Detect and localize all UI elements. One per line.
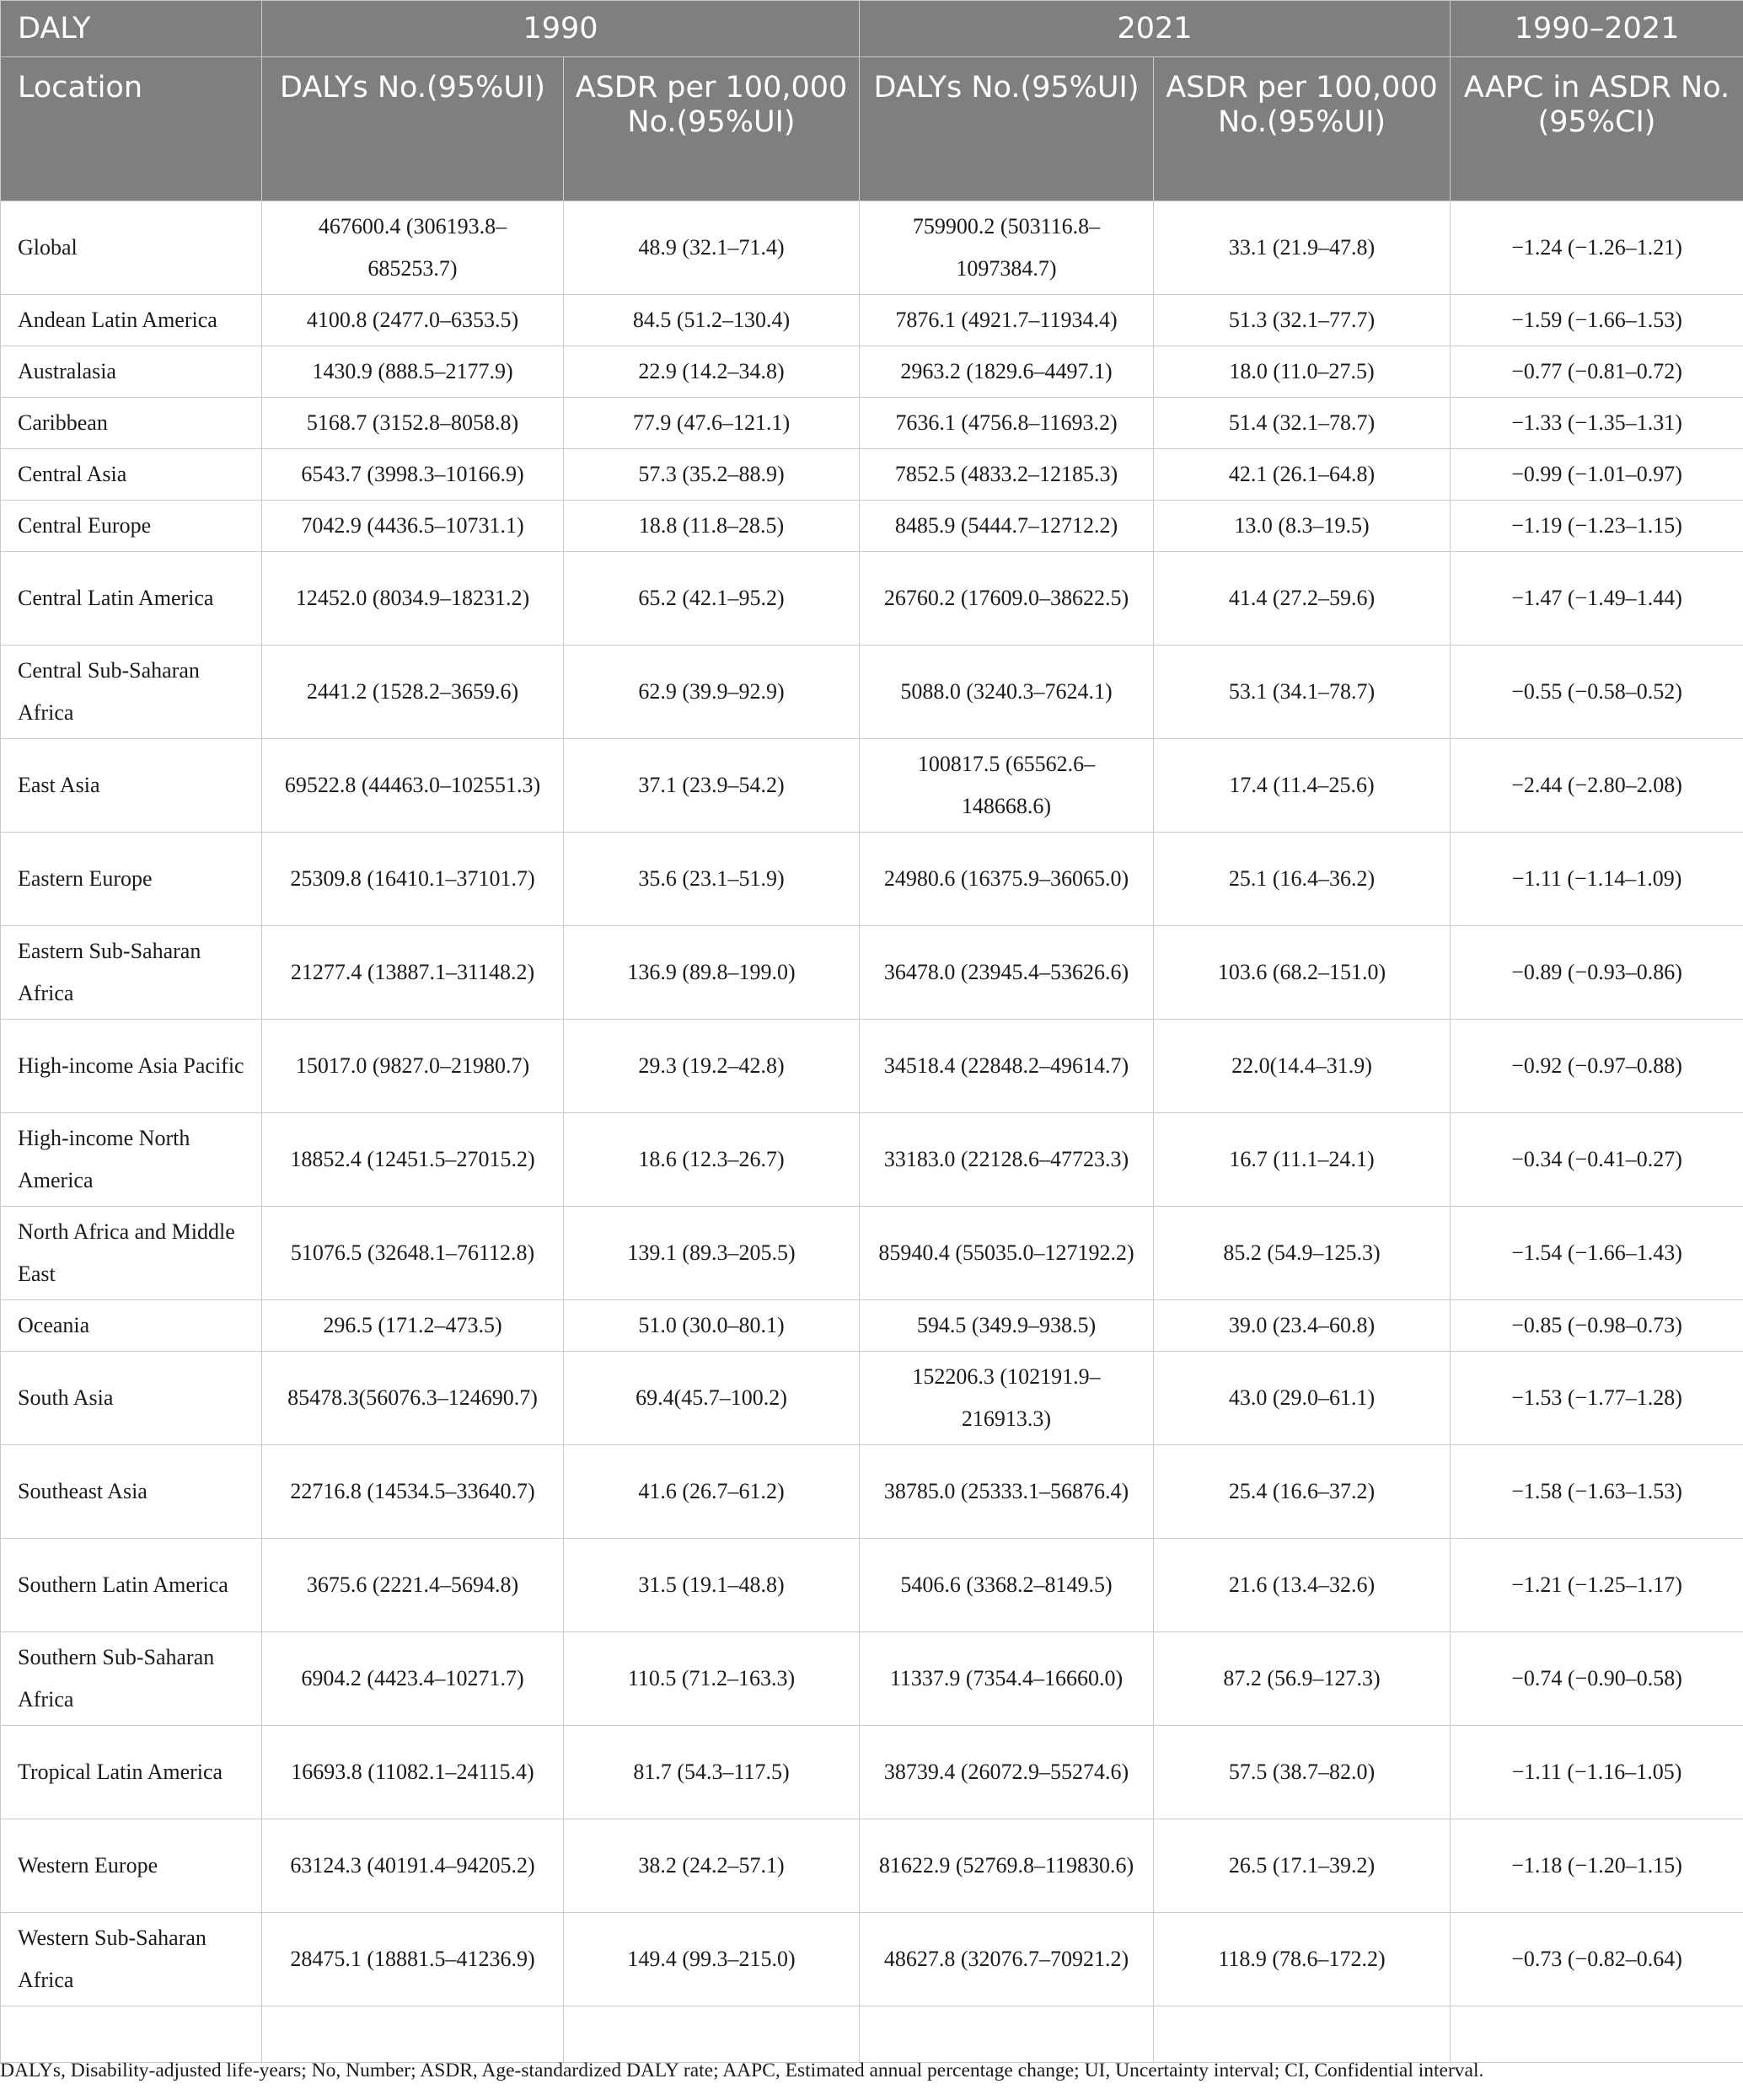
- table-row: [1, 1113, 1743, 1207]
- cell-dalys-2021: 100817.5 (65562.6–148668.6): [860, 739, 1154, 833]
- table-row: [1, 1445, 1743, 1539]
- cell-aapc: −1.58 (−1.63–1.53): [1451, 1445, 1743, 1539]
- cell-location: Eastern Europe: [1, 833, 262, 926]
- column-header-dalys-1990: DALYs No.(95%UI): [262, 57, 564, 201]
- cell-asdr-2021: 51.4 (32.1–78.7): [1154, 398, 1451, 449]
- cell-dalys-2021: 2963.2 (1829.6–4497.1): [860, 346, 1154, 398]
- empty-cell: [1154, 2006, 1451, 2063]
- table-row: [1, 346, 1743, 398]
- cell-aapc: −1.24 (−1.26–1.21): [1451, 201, 1743, 295]
- cell-asdr-2021: 16.7 (11.1–24.1): [1154, 1113, 1451, 1207]
- table-footnote: DALYs, Disability-adjusted life-years; No, Number; ASDR, Age-standardized DALY rate; AAPC, Estimated annual percentage change; UI, Uncertainty interval; CI, Confidential interval.: [0, 2060, 1484, 2081]
- cell-asdr-1990: 84.5 (51.2–130.4): [564, 295, 860, 346]
- cell-asdr-1990: 136.9 (89.8–199.0): [564, 926, 860, 1020]
- cell-asdr-2021: 18.0 (11.0–27.5): [1154, 346, 1451, 398]
- group-header-1990: 1990: [262, 1, 860, 57]
- cell-asdr-1990: 22.9 (14.2–34.8): [564, 346, 860, 398]
- cell-asdr-1990: 149.4 (99.3–215.0): [564, 1913, 860, 2006]
- cell-aapc: −0.89 (−0.93–0.86): [1451, 926, 1743, 1020]
- table-row: [1, 201, 1743, 295]
- cell-asdr-2021: 39.0 (23.4–60.8): [1154, 1300, 1451, 1352]
- cell-location: Western Europe: [1, 1819, 262, 1913]
- cell-dalys-2021: 5406.6 (3368.2–8149.5): [860, 1539, 1154, 1632]
- cell-dalys-2021: 38785.0 (25333.1–56876.4): [860, 1445, 1154, 1539]
- empty-cell: [1451, 2006, 1743, 2063]
- cell-asdr-2021: 17.4 (11.4–25.6): [1154, 739, 1451, 833]
- cell-asdr-1990: 18.8 (11.8–28.5): [564, 501, 860, 552]
- cell-asdr-2021: 22.0(14.4–31.9): [1154, 1020, 1451, 1113]
- cell-dalys-1990: 4100.8 (2477.0–6353.5): [262, 295, 564, 346]
- cell-dalys-1990: 51076.5 (32648.1–76112.8): [262, 1207, 564, 1300]
- table-row: [1, 1632, 1743, 1726]
- cell-dalys-1990: 28475.1 (18881.5–41236.9): [262, 1913, 564, 2006]
- table-row: [1, 1913, 1743, 2006]
- cell-dalys-1990: 6543.7 (3998.3–10166.9): [262, 449, 564, 501]
- cell-asdr-2021: 25.4 (16.6–37.2): [1154, 1445, 1451, 1539]
- empty-cell: [1, 2006, 262, 2063]
- table-row: [1, 1352, 1743, 1445]
- cell-aapc: −1.33 (−1.35–1.31): [1451, 398, 1743, 449]
- cell-location: East Asia: [1, 739, 262, 833]
- cell-location: Eastern Sub-Saharan Africa: [1, 926, 262, 1020]
- empty-cell: [262, 2006, 564, 2063]
- cell-dalys-1990: 5168.7 (3152.8–8058.8): [262, 398, 564, 449]
- column-header-asdr-1990: ASDR per 100,000 No.(95%UI): [564, 57, 860, 201]
- cell-aapc: −1.11 (−1.14–1.09): [1451, 833, 1743, 926]
- cell-dalys-2021: 7852.5 (4833.2–12185.3): [860, 449, 1154, 501]
- cell-aapc: −1.53 (−1.77–1.28): [1451, 1352, 1743, 1445]
- cell-dalys-2021: 594.5 (349.9–938.5): [860, 1300, 1154, 1352]
- cell-asdr-2021: 51.3 (32.1–77.7): [1154, 295, 1451, 346]
- table-row: [1, 552, 1743, 646]
- column-header-aapc: AAPC in ASDR No.(95%CI): [1451, 57, 1743, 201]
- cell-asdr-2021: 21.6 (13.4–32.6): [1154, 1539, 1451, 1632]
- cell-dalys-2021: 48627.8 (32076.7–70921.2): [860, 1913, 1154, 2006]
- cell-dalys-2021: 7636.1 (4756.8–11693.2): [860, 398, 1154, 449]
- header-group-row: [1, 1, 1743, 57]
- cell-asdr-1990: 51.0 (30.0–80.1): [564, 1300, 860, 1352]
- cell-aapc: −0.34 (−0.41–0.27): [1451, 1113, 1743, 1207]
- cell-dalys-1990: 22716.8 (14534.5–33640.7): [262, 1445, 564, 1539]
- cell-location: Caribbean: [1, 398, 262, 449]
- cell-aapc: −1.21 (−1.25–1.17): [1451, 1539, 1743, 1632]
- cell-asdr-1990: 69.4(45.7–100.2): [564, 1352, 860, 1445]
- cell-dalys-1990: 16693.8 (11082.1–24115.4): [262, 1726, 564, 1819]
- cell-dalys-1990: 18852.4 (12451.5–27015.2): [262, 1113, 564, 1207]
- cell-dalys-1990: 1430.9 (888.5–2177.9): [262, 346, 564, 398]
- cell-dalys-2021: 8485.9 (5444.7–12712.2): [860, 501, 1154, 552]
- cell-dalys-1990: 12452.0 (8034.9–18231.2): [262, 552, 564, 646]
- cell-asdr-1990: 29.3 (19.2–42.8): [564, 1020, 860, 1113]
- cell-asdr-2021: 26.5 (17.1–39.2): [1154, 1819, 1451, 1913]
- cell-location: Australasia: [1, 346, 262, 398]
- cell-location: High-income Asia Pacific: [1, 1020, 262, 1113]
- cell-asdr-1990: 38.2 (24.2–57.1): [564, 1819, 860, 1913]
- cell-location: South Asia: [1, 1352, 262, 1445]
- cell-asdr-2021: 57.5 (38.7–82.0): [1154, 1726, 1451, 1819]
- column-header-location: Location: [1, 57, 262, 201]
- cell-location: Central Sub-Saharan Africa: [1, 646, 262, 739]
- cell-asdr-1990: 31.5 (19.1–48.8): [564, 1539, 860, 1632]
- cell-location: Southern Sub-Saharan Africa: [1, 1632, 262, 1726]
- cell-asdr-2021: 43.0 (29.0–61.1): [1154, 1352, 1451, 1445]
- table-row: [1, 739, 1743, 833]
- cell-dalys-1990: 21277.4 (13887.1–31148.2): [262, 926, 564, 1020]
- cell-location: Southeast Asia: [1, 1445, 262, 1539]
- cell-dalys-1990: 3675.6 (2221.4–5694.8): [262, 1539, 564, 1632]
- group-header-1990-2021: 1990–2021: [1451, 1, 1743, 57]
- cell-asdr-2021: 85.2 (54.9–125.3): [1154, 1207, 1451, 1300]
- cell-aapc: −0.85 (−0.98–0.73): [1451, 1300, 1743, 1352]
- cell-dalys-1990: 296.5 (171.2–473.5): [262, 1300, 564, 1352]
- cell-dalys-1990: 7042.9 (4436.5–10731.1): [262, 501, 564, 552]
- cell-aapc: −1.19 (−1.23–1.15): [1451, 501, 1743, 552]
- cell-asdr-1990: 41.6 (26.7–61.2): [564, 1445, 860, 1539]
- column-header-dalys-2021: DALYs No.(95%UI): [860, 57, 1154, 201]
- cell-asdr-2021: 41.4 (27.2–59.6): [1154, 552, 1451, 646]
- cell-dalys-1990: 25309.8 (16410.1–37101.7): [262, 833, 564, 926]
- table-row: [1, 1207, 1743, 1300]
- cell-aapc: −1.47 (−1.49–1.44): [1451, 552, 1743, 646]
- cell-asdr-2021: 103.6 (68.2–151.0): [1154, 926, 1451, 1020]
- table-row: [1, 1819, 1743, 1913]
- cell-asdr-2021: 53.1 (34.1–78.7): [1154, 646, 1451, 739]
- cell-aapc: −0.99 (−1.01–0.97): [1451, 449, 1743, 501]
- cell-asdr-1990: 35.6 (23.1–51.9): [564, 833, 860, 926]
- cell-dalys-1990: 15017.0 (9827.0–21980.7): [262, 1020, 564, 1113]
- cell-dalys-1990: 85478.3(56076.3–124690.7): [262, 1352, 564, 1445]
- cell-aapc: −1.11 (−1.16–1.05): [1451, 1726, 1743, 1819]
- cell-dalys-1990: 2441.2 (1528.2–3659.6): [262, 646, 564, 739]
- table-row: [1, 398, 1743, 449]
- cell-aapc: −1.18 (−1.20–1.15): [1451, 1819, 1743, 1913]
- cell-asdr-2021: 118.9 (78.6–172.2): [1154, 1913, 1451, 2006]
- cell-dalys-2021: 36478.0 (23945.4–53626.6): [860, 926, 1154, 1020]
- cell-dalys-2021: 24980.6 (16375.9–36065.0): [860, 833, 1154, 926]
- cell-aapc: −0.74 (−0.90–0.58): [1451, 1632, 1743, 1726]
- cell-dalys-2021: 26760.2 (17609.0–38622.5): [860, 552, 1154, 646]
- table-row: [1, 449, 1743, 501]
- cell-asdr-2021: 42.1 (26.1–64.8): [1154, 449, 1451, 501]
- cell-aapc: −0.55 (−0.58–0.52): [1451, 646, 1743, 739]
- cell-location: Andean Latin America: [1, 295, 262, 346]
- cell-asdr-1990: 77.9 (47.6–121.1): [564, 398, 860, 449]
- cell-aapc: −1.54 (−1.66–1.43): [1451, 1207, 1743, 1300]
- cell-dalys-2021: 85940.4 (55035.0–127192.2): [860, 1207, 1154, 1300]
- cell-aapc: −0.92 (−0.97–0.88): [1451, 1020, 1743, 1113]
- cell-asdr-1990: 57.3 (35.2–88.9): [564, 449, 860, 501]
- cell-asdr-1990: 62.9 (39.9–92.9): [564, 646, 860, 739]
- cell-asdr-1990: 139.1 (89.3–205.5): [564, 1207, 860, 1300]
- cell-asdr-1990: 37.1 (23.9–54.2): [564, 739, 860, 833]
- cell-location: Southern Latin America: [1, 1539, 262, 1632]
- cell-asdr-1990: 48.9 (32.1–71.4): [564, 201, 860, 295]
- corner-label: DALY: [1, 1, 262, 57]
- header-sub-row: [1, 57, 1743, 201]
- table-row: [1, 646, 1743, 739]
- cell-asdr-2021: 87.2 (56.9–127.3): [1154, 1632, 1451, 1726]
- cell-aapc: −1.59 (−1.66–1.53): [1451, 295, 1743, 346]
- cell-dalys-1990: 467600.4 (306193.8–685253.7): [262, 201, 564, 295]
- column-header-asdr-2021: ASDR per 100,000 No.(95%UI): [1154, 57, 1451, 201]
- cell-dalys-2021: 81622.9 (52769.8–119830.6): [860, 1819, 1154, 1913]
- cell-asdr-1990: 65.2 (42.1–95.2): [564, 552, 860, 646]
- cell-dalys-1990: 6904.2 (4423.4–10271.7): [262, 1632, 564, 1726]
- table-body: [1, 201, 1743, 2063]
- cell-dalys-2021: 38739.4 (26072.9–55274.6): [860, 1726, 1154, 1819]
- cell-asdr-2021: 25.1 (16.4–36.2): [1154, 833, 1451, 926]
- cell-dalys-2021: 7876.1 (4921.7–11934.4): [860, 295, 1154, 346]
- cell-location: Central Europe: [1, 501, 262, 552]
- cell-location: North Africa and Middle East: [1, 1207, 262, 1300]
- cell-asdr-1990: 18.6 (12.3–26.7): [564, 1113, 860, 1207]
- cell-dalys-2021: 11337.9 (7354.4–16660.0): [860, 1632, 1154, 1726]
- table-row-empty: [1, 2006, 1743, 2063]
- cell-aapc: −0.73 (−0.82–0.64): [1451, 1913, 1743, 2006]
- table-row: [1, 833, 1743, 926]
- cell-dalys-1990: 63124.3 (40191.4–94205.2): [262, 1819, 564, 1913]
- group-header-2021: 2021: [860, 1, 1451, 57]
- empty-cell: [564, 2006, 860, 2063]
- cell-location: High-income North America: [1, 1113, 262, 1207]
- cell-asdr-1990: 81.7 (54.3–117.5): [564, 1726, 860, 1819]
- cell-dalys-2021: 33183.0 (22128.6–47723.3): [860, 1113, 1154, 1207]
- cell-asdr-2021: 13.0 (8.3–19.5): [1154, 501, 1451, 552]
- table-row: [1, 1300, 1743, 1352]
- empty-cell: [860, 2006, 1154, 2063]
- cell-aapc: −2.44 (−2.80–2.08): [1451, 739, 1743, 833]
- table-row: [1, 926, 1743, 1020]
- cell-location: Central Latin America: [1, 552, 262, 646]
- table-row: [1, 1539, 1743, 1632]
- cell-location: Western Sub-Saharan Africa: [1, 1913, 262, 2006]
- cell-location: Tropical Latin America: [1, 1726, 262, 1819]
- cell-dalys-2021: 5088.0 (3240.3–7624.1): [860, 646, 1154, 739]
- cell-dalys-2021: 759900.2 (503116.8–1097384.7): [860, 201, 1154, 295]
- cell-dalys-1990: 69522.8 (44463.0–102551.3): [262, 739, 564, 833]
- table-row: [1, 295, 1743, 346]
- table-row: [1, 1726, 1743, 1819]
- cell-location: Central Asia: [1, 449, 262, 501]
- cell-dalys-2021: 152206.3 (102191.9–216913.3): [860, 1352, 1154, 1445]
- table-header: [1, 1, 1743, 201]
- cell-dalys-2021: 34518.4 (22848.2–49614.7): [860, 1020, 1154, 1113]
- table-row: [1, 1020, 1743, 1113]
- cell-location: Global: [1, 201, 262, 295]
- table-row: [1, 501, 1743, 552]
- cell-asdr-1990: 110.5 (71.2–163.3): [564, 1632, 860, 1726]
- cell-asdr-2021: 33.1 (21.9–47.8): [1154, 201, 1451, 295]
- cell-aapc: −0.77 (−0.81–0.72): [1451, 346, 1743, 398]
- cell-location: Oceania: [1, 1300, 262, 1352]
